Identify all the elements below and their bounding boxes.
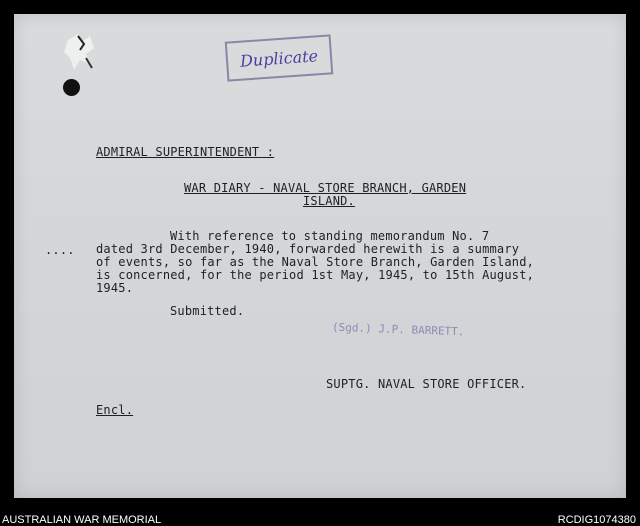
signature-stamp: (Sgd.) J.P. BARRETT. — [331, 320, 465, 339]
punch-hole — [63, 79, 80, 96]
addressee: ADMIRAL SUPERINTENDENT : — [96, 145, 275, 159]
duplicate-stamp-text: Duplicate — [239, 45, 319, 71]
title-line-2: ISLAND. — [303, 194, 355, 208]
signatory-title: SUPTG. NAVAL STORE OFFICER. — [326, 377, 527, 391]
torn-paper-mark — [60, 30, 115, 80]
body-line-1: With reference to standing memorandum No. 7 — [170, 229, 490, 243]
body-line-2: dated 3rd December, 1940, forwarded herewith is a summary — [96, 242, 520, 256]
footer-archive-name: AUSTRALIAN WAR MEMORIAL — [2, 514, 162, 526]
footer-record-id: RCDIG1074380 — [557, 514, 636, 526]
enclosure-label: Encl. — [96, 403, 134, 417]
title-line-1: WAR DIARY - NAVAL STORE BRANCH, GARDEN — [184, 181, 467, 195]
body-line-5: 1945. — [96, 281, 134, 295]
body-line-3: of events, so far as the Naval Store Branch, Garden Island, — [96, 255, 535, 269]
margin-marks: .... — [45, 243, 75, 257]
submitted-text: Submitted. — [170, 304, 245, 318]
body-line-4: is concerned, for the period 1st May, 1945, to 15th August, — [96, 268, 535, 282]
duplicate-stamp — [225, 34, 334, 81]
